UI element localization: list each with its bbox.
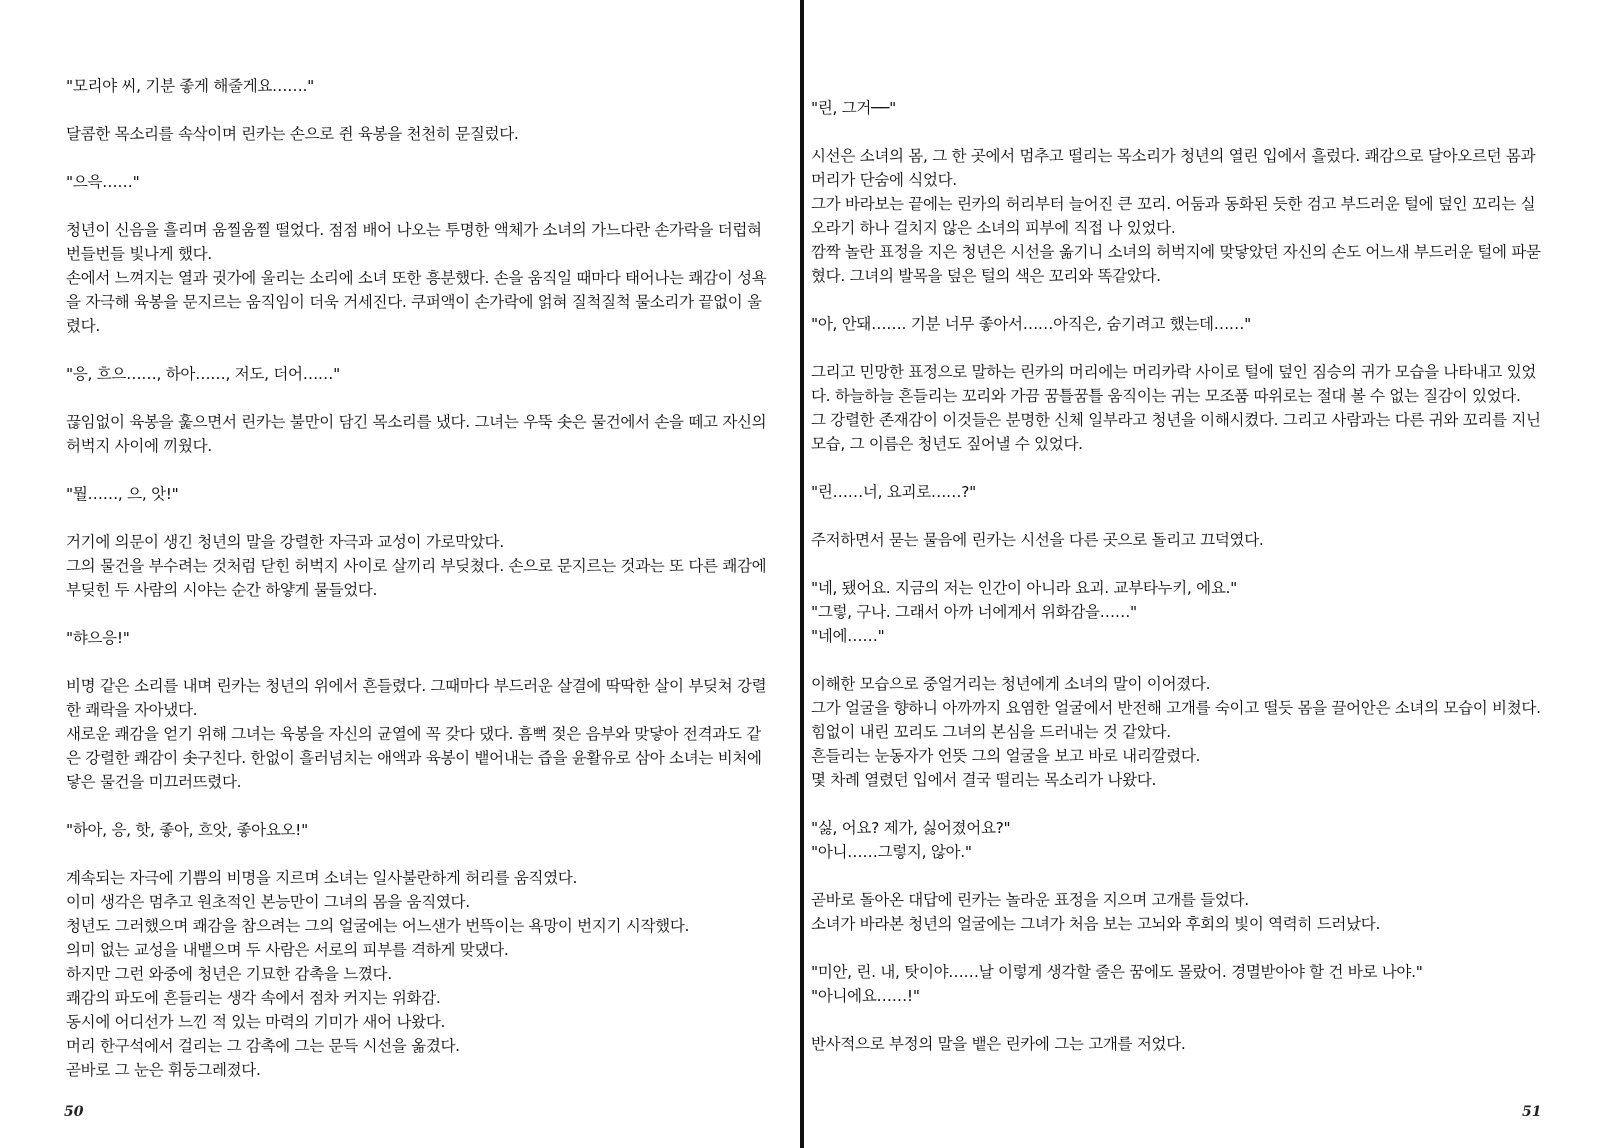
paragraph: "햐으응!"	[66, 629, 130, 647]
paragraph-gap	[811, 120, 1545, 144]
paragraph-gap	[66, 506, 770, 530]
right-page-text	[811, 96, 1545, 1056]
paragraph: "싫, 어요? 제가, 싫어졌어요?"	[811, 819, 1011, 837]
paragraph: 머리 한구석에서 걸리는 그 감촉에 그는 문득 시선을 옮겼다.	[66, 1037, 460, 1055]
paragraph: 시선은 소녀의 몸, 그 한 곳에서 멈추고 떨리는 목소리가 청년의 열린 입에서 흘렀다. 쾌감으로 달아오르던 몸과 머리가 단숨에 식었다.	[811, 147, 1536, 189]
page-number-right: 51	[1522, 1104, 1542, 1120]
paragraph-gap	[66, 194, 770, 218]
page-number-left: 50	[64, 1104, 84, 1120]
paragraph: 계속되는 자극에 기쁨의 비명을 지르며 소녀는 일사불란하게 허리를 움직였다.	[66, 869, 578, 887]
paragraph: 깜짝 놀란 표정을 지은 청년은 시선을 옮기니 소녀의 허벅지에 맞닿았던 자신의 손도 어느새 부드러운 털에 파묻혔다. 그녀의 발목을 덮은 털의 색은 꼬리와 똑같았다.	[811, 243, 1541, 285]
paragraph: 끊임없이 육봉을 훑으면서 린카는 불만이 담긴 목소리를 냈다. 그녀는 우뚝 솟은 물건에서 손을 떼고 자신의 허벅지 사이에 끼웠다.	[66, 413, 767, 455]
paragraph: 반사적으로 부정의 말을 뱉은 린카에 그는 고개를 저었다.	[811, 1035, 1186, 1053]
paragraph: 그의 물건을 부수려는 것처럼 닫힌 허벅지 사이로 살끼리 부딪쳤다. 손으로 문지르는 것과는 또 다른 쾌감에 부딪힌 두 사람의 시야는 순간 하얗게 물들었다.	[66, 557, 767, 599]
paragraph: 주저하면서 묻는 물음에 린카는 시선을 다른 곳으로 돌리고 끄덕였다.	[811, 531, 1264, 549]
paragraph: 청년이 신음을 흘리며 움찔움찔 떨었다. 점점 배어 나오는 투명한 액체가 소녀의 가느다란 손가락을 더럽혀 번들번들 빛나게 했다.	[66, 221, 762, 263]
paragraph: "아니에요……!"	[811, 987, 920, 1005]
paragraph: 그리고 민망한 표정으로 말하는 린카의 머리에는 머리카락 사이로 털에 덮인 짐승의 귀가 모습을 나타내고 있었다. 하늘하늘 흔들리는 꼬리와 가끔 꿈틀꿈틀 움직이는 귀는 모조품 따위로는 절대 볼 수 없는 질감이 있었다.	[811, 363, 1537, 405]
paragraph-gap	[811, 1008, 1545, 1032]
paragraph-gap	[66, 842, 770, 866]
paragraph: 쾌감의 파도에 흔들리는 생각 속에서 점차 커지는 위화감.	[66, 989, 441, 1007]
paragraph-gap	[811, 936, 1545, 960]
paragraph: "아니……그렇지, 않아."	[811, 843, 972, 861]
page-divider	[800, 0, 804, 1148]
paragraph: 비명 같은 소리를 내며 린카는 청년의 위에서 흔들렸다. 그때마다 부드러운 살결에 딱딱한 살이 부딪쳐 강렬한 쾌락을 자아냈다.	[66, 677, 767, 719]
paragraph-gap	[66, 650, 770, 674]
paragraph: 이해한 모습으로 중얼거리는 청년에게 소녀의 말이 이어졌다.	[811, 675, 1211, 693]
paragraph: 동시에 어디선가 느낀 적 있는 마력의 기미가 새어 나왔다.	[66, 1013, 446, 1031]
paragraph: 흔들리는 눈동자가 언뜻 그의 얼굴을 보고 바로 내리깔렸다.	[811, 747, 1201, 765]
paragraph-gap	[811, 288, 1545, 312]
paragraph: 몇 차례 열렸던 입에서 결국 떨리는 목소리가 나왔다.	[811, 771, 1157, 789]
paragraph: "뭘……, 으, 앗!"	[66, 485, 179, 503]
paragraph: 곧바로 돌아온 대답에 린카는 놀라운 표정을 지으며 고개를 들었다.	[811, 891, 1249, 909]
paragraph-gap	[811, 864, 1545, 888]
paragraph: 손에서 느껴지는 열과 귓가에 울리는 소리에 소녀 또한 흥분했다. 손을 움직일 때마다 태어나는 쾌감이 성욕을 자극해 육봉을 문지르는 움직임이 더욱 거세진다. 쿠퍼액이 손가락에 얽혀 질척질척 물소리가 끝없이 울렸다.	[66, 269, 767, 335]
paragraph: "응, 흐으……, 하아……, 저도, 더어……"	[66, 365, 340, 383]
paragraph: "네, 됐어요. 지금의 저는 인간이 아니라 요괴. 교부타누키, 에요."	[811, 579, 1237, 597]
paragraph-gap	[811, 456, 1545, 480]
paragraph: 청년도 그러했으며 쾌감을 참으려는 그의 얼굴에는 어느샌가 번뜩이는 욕망이 번지기 시작했다.	[66, 917, 690, 935]
paragraph: 새로운 쾌감을 얻기 위해 그녀는 육봉을 자신의 균열에 꼭 갖다 댔다. 흠뻑 젖은 음부와 맞닿아 전격과도 같은 강렬한 쾌감이 솟구친다. 한없이 흘러넘치는 애액과 육봉이 뱉어내는 즙을 윤활유로 삼아 소녀는 비처에 닿은 물건을 미끄러뜨렸다.	[66, 725, 762, 791]
paragraph-gap	[811, 648, 1545, 672]
paragraph: 거기에 의문이 생긴 청년의 말을 강렬한 자극과 교성이 가로막았다.	[66, 533, 504, 551]
paragraph: "하아, 응, 핫, 좋아, 흐앗, 좋아요오!"	[66, 821, 308, 839]
right-page	[806, 0, 1600, 1148]
paragraph-gap	[66, 602, 770, 626]
paragraph: 그가 바라보는 끝에는 린카의 허리부터 늘어진 큰 꼬리. 어둠과 동화된 듯한 검고 부드러운 털에 덮인 꼬리는 실오라기 하나 걸치지 않은 소녀의 피부에 직접 나 있었다.	[811, 195, 1536, 237]
paragraph-gap	[811, 552, 1545, 576]
paragraph-gap	[66, 146, 770, 170]
paragraph: 이미 생각은 멈추고 원초적인 본능만이 그녀의 몸을 움직였다.	[66, 893, 470, 911]
paragraph: 그 강렬한 존재감이 이것들은 분명한 신체 일부라고 청년을 이해시켰다. 그리고 사람과는 다른 귀와 꼬리를 지닌 모습, 그 이름은 청년도 짚어낼 수 있었다.	[811, 411, 1541, 453]
paragraph: 의미 없는 교성을 내뱉으며 두 사람은 서로의 피부를 격하게 맞댔다.	[66, 941, 509, 959]
paragraph: 달콤한 목소리를 속삭이며 린카는 손으로 쥔 육봉을 천천히 문질렀다.	[66, 125, 519, 143]
paragraph: "으윽……"	[66, 173, 140, 191]
paragraph: "모리야 씨, 기분 좋게 해줄게요……."	[66, 77, 314, 95]
paragraph-gap	[66, 794, 770, 818]
paragraph: "네에……"	[811, 627, 885, 645]
paragraph: 하지만 그런 와중에 청년은 기묘한 감촉을 느꼈다.	[66, 965, 392, 983]
paragraph-gap	[66, 458, 770, 482]
paragraph: 소녀가 바라본 청년의 얼굴에는 그녀가 처음 보는 고뇌와 후회의 빛이 역력히 드러났다.	[811, 915, 1381, 933]
paragraph-gap	[66, 386, 770, 410]
paragraph-gap	[811, 504, 1545, 528]
paragraph-gap	[66, 338, 770, 362]
paragraph: "아, 안돼……. 기분 너무 좋아서……아직은, 숨기려고 했는데……"	[811, 315, 1251, 333]
paragraph: "미안, 린. 내, 탓이야……날 이렇게 생각할 줄은 꿈에도 몰랐어. 경멸받아야 할 건 바로 나야."	[811, 963, 1423, 981]
paragraph: "린, 그거──"	[811, 99, 896, 117]
paragraph: 그가 얼굴을 향하니 아까까지 요염한 얼굴에서 반전해 고개를 숙이고 떨듯 몸을 끌어안은 소녀의 모습이 비쳤다. 힘없이 내린 꼬리도 그녀의 본심을 드러내는 것 같았다.	[811, 699, 1541, 741]
paragraph: "그렇, 구나. 그래서 아까 너에게서 위화감을……"	[811, 603, 1137, 621]
paragraph-gap	[66, 98, 770, 122]
left-page-text	[66, 74, 770, 1082]
paragraph: 곧바로 그 눈은 휘둥그레졌다.	[66, 1061, 261, 1079]
paragraph-gap	[811, 336, 1545, 360]
paragraph: "린……너, 요괴로……?"	[811, 483, 977, 501]
paragraph-gap	[811, 792, 1545, 816]
